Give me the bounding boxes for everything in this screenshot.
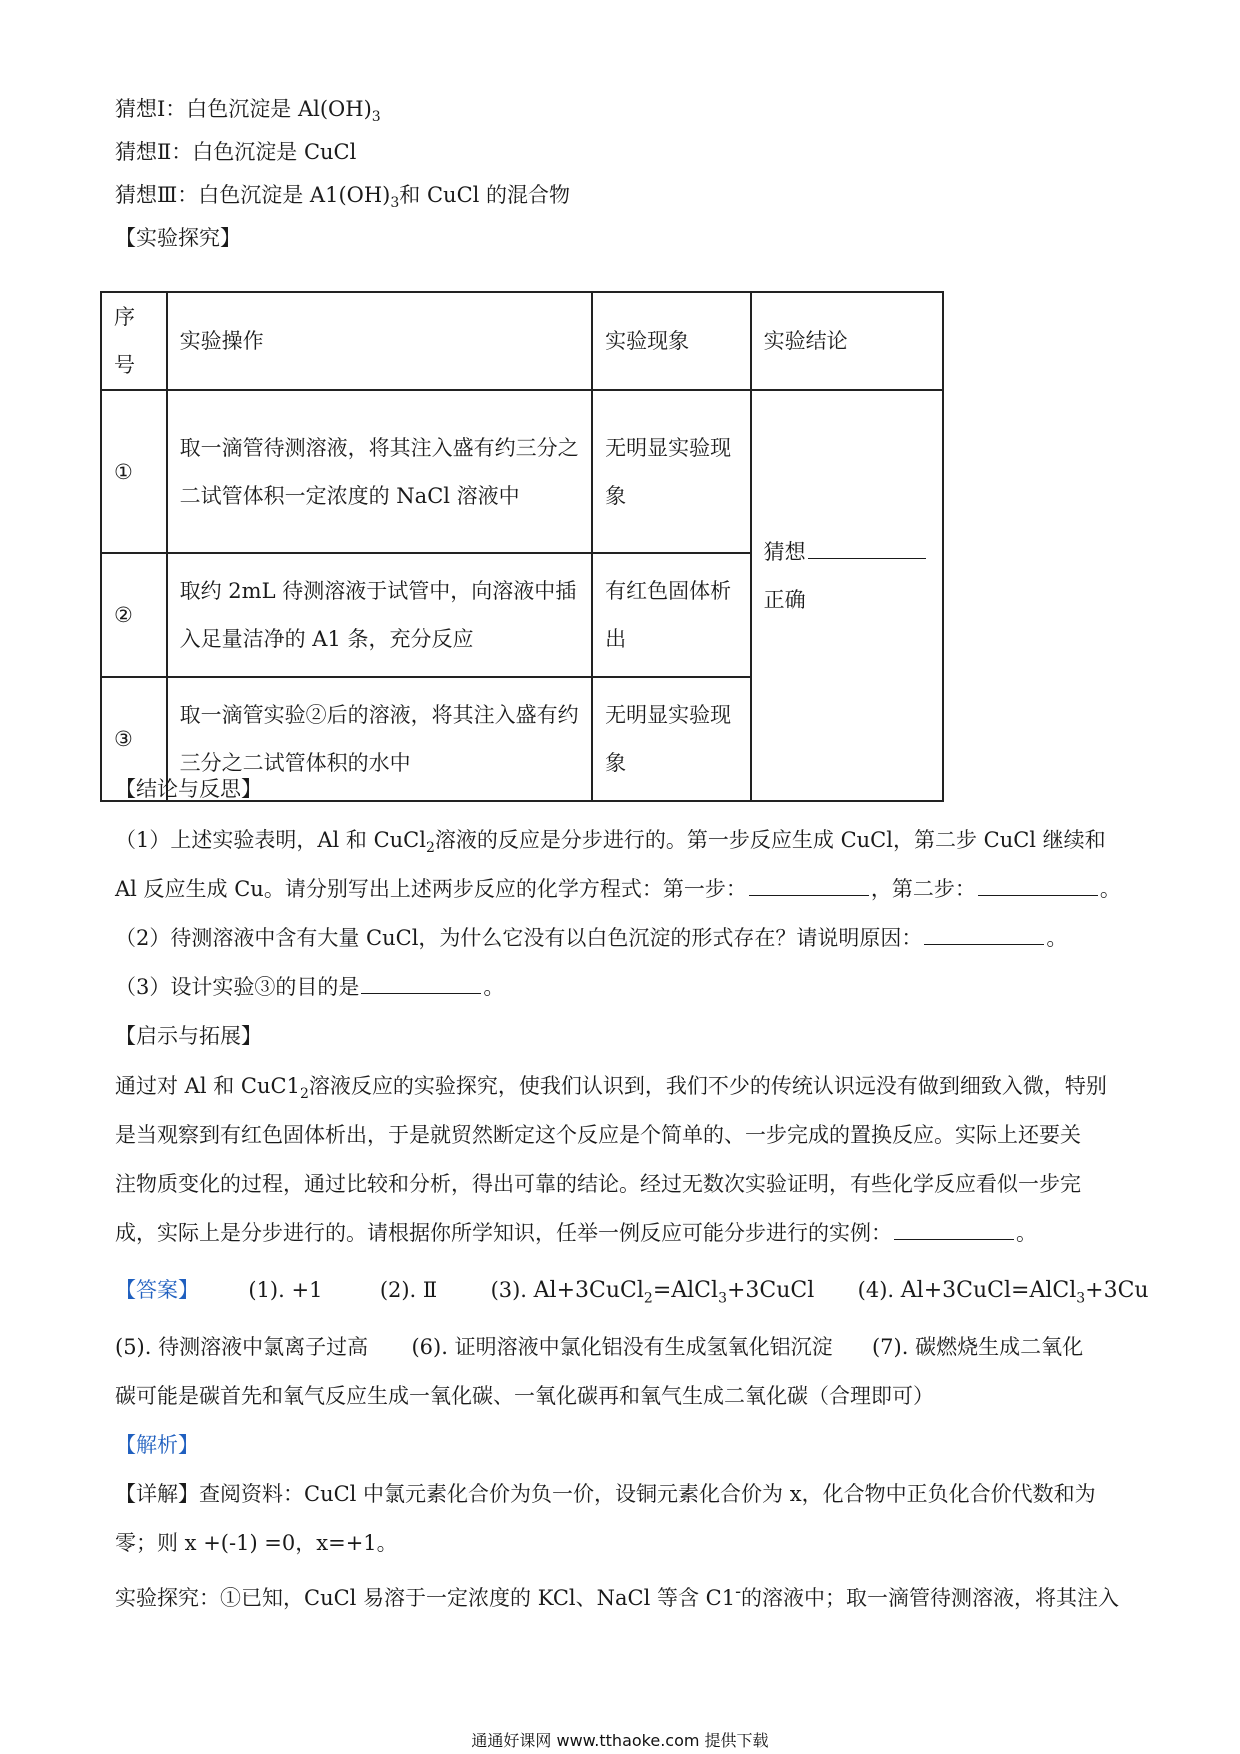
answer-1: (1). +1 — [248, 1278, 323, 1302]
analysis-line-3: 实验探究：①已知，CuCl 易溶于一定浓度的 KCl、NaCl 等含 C1-的溶液中；取一滴管待测溶液，将其注入 — [115, 1582, 1120, 1610]
row-number: ② — [101, 553, 167, 677]
answer-blank — [749, 877, 869, 896]
header-cell: 实验现象 — [592, 292, 750, 390]
table-header-row — [101, 292, 943, 390]
row-operation: 取一滴管实验②后的溶液，将其注入盛有约三分之二试管体积的水中 — [167, 677, 593, 801]
answer-6: (6). 证明溶液中氯化铝没有生成氢氧化铝沉淀 — [411, 1335, 833, 1359]
section-heading-experiment: 【实验探究】 — [115, 226, 241, 250]
row-number: ① — [101, 390, 167, 553]
answer-5: (5). 待测溶液中氯离子过高 — [115, 1335, 369, 1359]
header-cell: 实验操作 — [167, 292, 593, 390]
analysis-line-2: 零；则 x +(-1) =0，x=+1。 — [115, 1531, 398, 1555]
hypothesis-2: 猜想Ⅱ：白色沉淀是 CuCl — [115, 140, 357, 164]
row-operation: 取约 2mL 待测溶液于试管中，向溶液中插入足量洁净的 A1 条，充分反应 — [167, 553, 593, 677]
answer-line-2 — [115, 1333, 1130, 1361]
answer-blank — [894, 1221, 1014, 1240]
answer-blank — [978, 877, 1098, 896]
header-cell: 实验结论 — [751, 292, 943, 390]
row-number: ③ — [101, 677, 167, 801]
hypothesis-3: 猜想Ⅲ：白色沉淀是 $A1(OH)_3$和 CuCl 的混合物 — [115, 183, 571, 212]
inspire-line-3: 注物质变化的过程，通过比较和分析，得出可靠的结论。经过无数次实验证明，有些化学反应看似一步完 — [115, 1172, 1081, 1196]
section-heading-inspire: 【启示与拓展】 — [115, 1024, 262, 1048]
answer-blank — [924, 926, 1044, 945]
answer-2: (2). Ⅱ — [379, 1278, 438, 1302]
analysis-line-1: 【详解】查阅资料：CuCl 中氯元素化合价为负一价，设铜元素化合价为 x，化合物中正负化合价代数和为 — [115, 1482, 1096, 1506]
inspire-line-4: 成，实际上是分步进行的。请根据你所学知识，任举一例反应可能分步进行的实例： 。 — [115, 1221, 1037, 1245]
row-phenomenon: 有红色固体析出 — [592, 553, 750, 677]
table-row — [101, 390, 943, 553]
question-3: （3）设计实验③的目的是 。 — [115, 975, 505, 999]
header-cell: 序号 — [101, 292, 167, 390]
row-operation: 取一滴管待测溶液，将其注入盛有约三分之二试管体积一定浓度的 NaCl 溶液中 — [167, 390, 593, 553]
answer-label: 【答案】 — [115, 1278, 199, 1302]
hypothesis-1: 猜想Ⅰ：白色沉淀是 $Al(OH)_3$ — [115, 97, 381, 126]
question-1-line-2: Al 反应生成 Cu。请分别写出上述两步反应的化学方程式：第一步： ，第二步： 。 — [115, 877, 1121, 901]
question-1-line-1: （1）上述实验表明，Al 和 CuCl$_2$溶液的反应是分步进行的。第一步反应生成 CuCl，第二步 CuCl 继续和 — [115, 828, 1106, 857]
question-2: （2）待测溶液中含有大量 CuCl，为什么它没有以白色沉淀的形式存在？请说明原因： 。 — [115, 926, 1068, 950]
answer-4-label: (4). — [857, 1278, 895, 1302]
answer-3: Al+3CuCl$_2$=AlCl$_3$+3CuCl — [533, 1278, 815, 1307]
row-phenomenon: 无明显实验现象 — [592, 677, 750, 801]
answer-4: Al+3CuCl=AlCl$_3$+3Cu — [900, 1278, 1149, 1307]
answer-blank — [361, 975, 481, 994]
answer-line-3: 碳可能是碳首先和氧气反应生成一氧化碳、一氧化碳再和氧气生成二氧化碳（合理即可） — [115, 1384, 934, 1408]
inspire-line-1: 通过对 Al 和 $CuC1_2$溶液反应的实验探究，使我们认识到，我们不少的传统认识远没有做到细致入微，特别 — [115, 1074, 1107, 1103]
answer-7: (7). 碳燃烧生成二氧化 — [871, 1335, 1084, 1359]
answer-3-label: (3). — [490, 1278, 527, 1302]
answer-line-1 — [115, 1276, 1149, 1312]
row-phenomenon: 无明显实验现象 — [592, 390, 750, 553]
conclusion-cell: 猜想 正确 — [751, 390, 943, 801]
inspire-line-2: 是当观察到有红色固体析出，于是就贸然断定这个反应是个简单的、一步完成的置换反应。实际上还要关 — [115, 1123, 1081, 1147]
section-heading-conclusion: 【结论与反思】 — [115, 777, 262, 801]
experiment-table — [100, 291, 944, 802]
page-footer: 通通好课网 www.tthaoke.com 提供下载 — [471, 1731, 769, 1750]
analysis-label: 【解析】 — [115, 1433, 199, 1457]
answer-blank — [808, 540, 926, 559]
